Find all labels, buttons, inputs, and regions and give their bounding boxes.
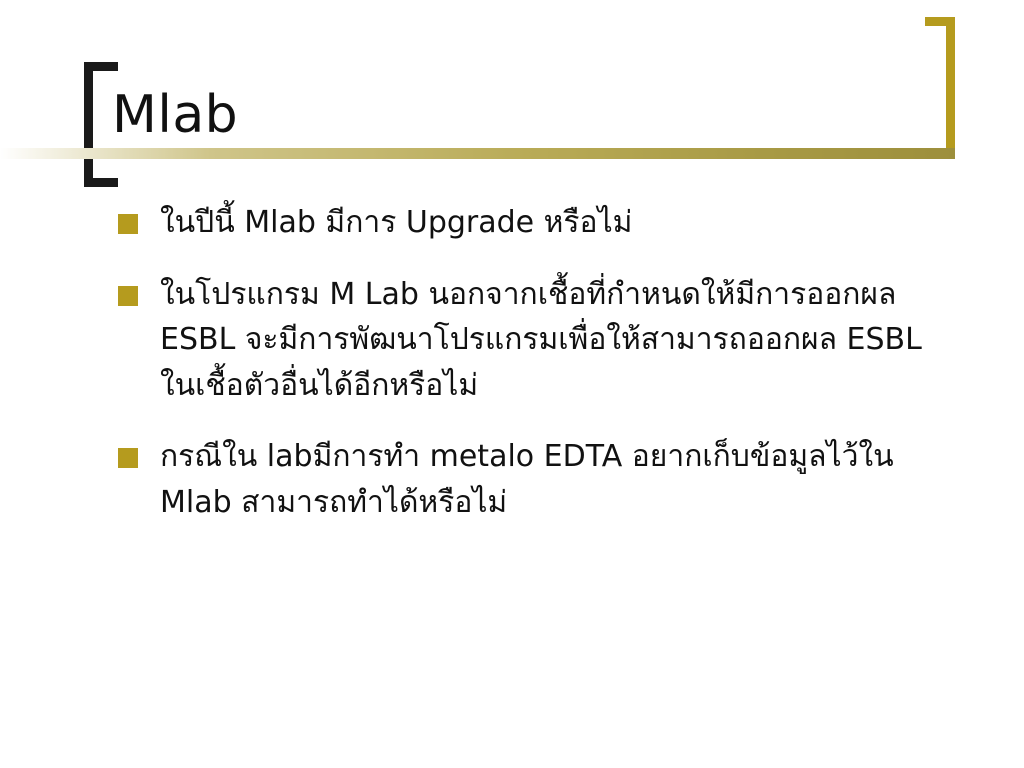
title-underline-rule — [0, 148, 955, 159]
list-item-text: ในโปรแกรม M Lab นอกจากเชื้อที่กำหนดให้มีการออกผล ESBL จะมีการพัฒนาโปรแกรมเพื่อให้สามารถออกผล ESBL ในเชื้อตัวอื่นได้อีกหรือไม่ — [160, 276, 922, 403]
title-right-bracket-decoration — [925, 17, 955, 157]
square-bullet-icon — [118, 214, 138, 234]
list-item — [118, 434, 948, 525]
bullet-list — [118, 200, 948, 552]
list-item-text: กรณีใน labมีการทำ metalo EDTA อยากเก็บข้อมูลไว้ใน Mlab สามารถทำได้หรือไม่ — [160, 439, 894, 520]
page-title: Mlab — [112, 85, 239, 145]
list-item-text: ในปีนี้ Mlab มีการ Upgrade หรือไม่ — [160, 205, 633, 240]
list-item — [118, 272, 948, 409]
list-item — [118, 200, 948, 246]
square-bullet-icon — [118, 448, 138, 468]
square-bullet-icon — [118, 286, 138, 306]
